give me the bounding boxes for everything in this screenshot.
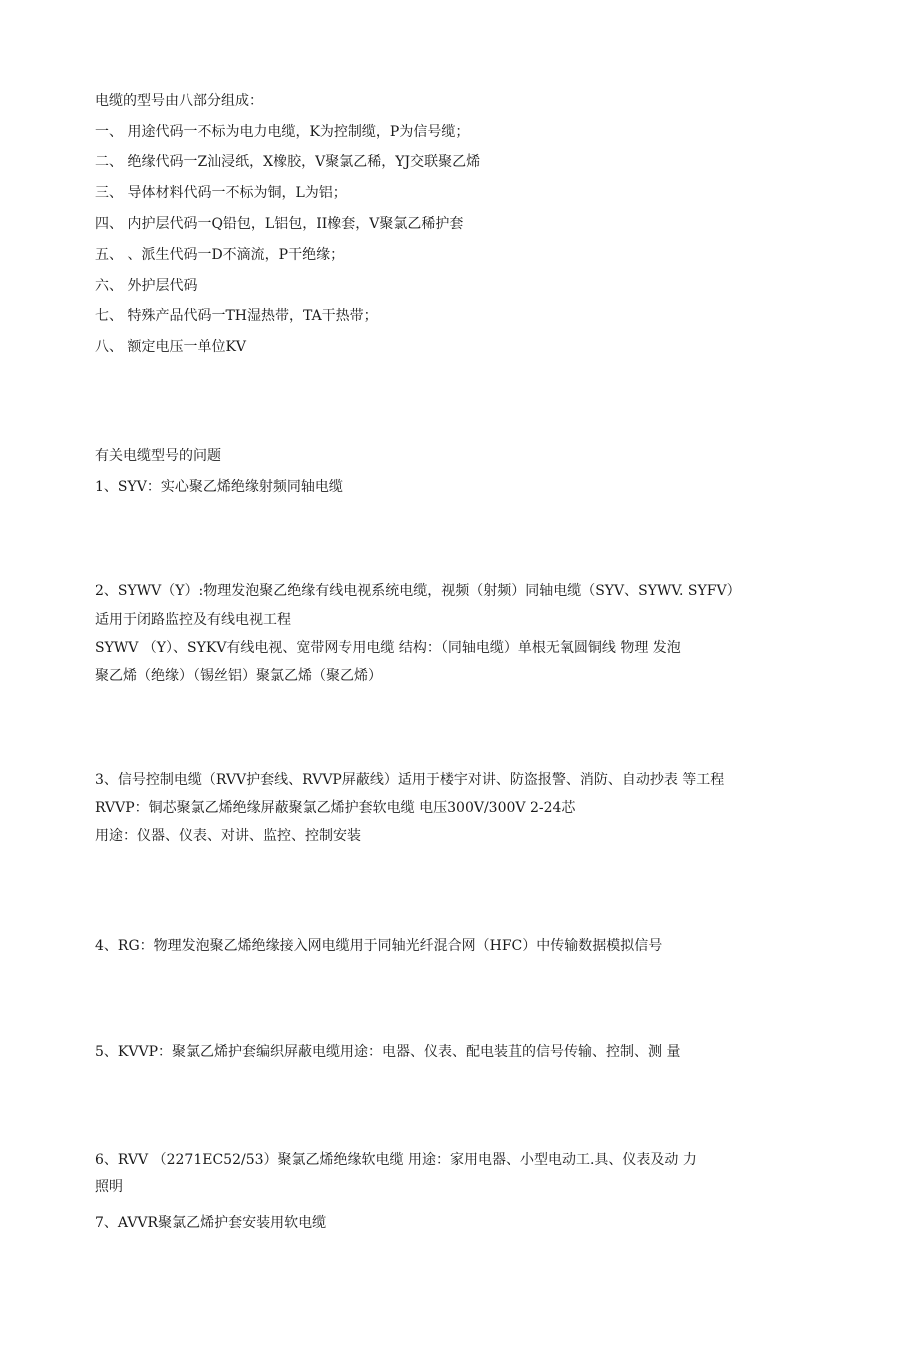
question-2-line-1: 2、SYWV（Y）:物理发泡聚乙绝缘有线电视系统电缆，视频（射频）同轴电缆（SYV、SYWV. SYFV） — [95, 583, 741, 599]
section1-item-2: 二、 绝缘代码一Z汕浸纸，X橡胶，V聚氯乙稀，YJ交联聚乙烯 — [95, 154, 481, 170]
question-5: 5、KVVP：聚氯乙烯护套编织屏蔽电缆用途：电器、仪表、配电装苴的信号传输、控制、测 量 — [95, 1044, 681, 1060]
section1-item-5: 五、 、派生代码一D不滴流，P干绝缘； — [95, 247, 345, 263]
question-4: 4、RG：物理发泡聚乙烯绝缘接入网电缆用于同轴光纤混合网（HFC）中传输数据模拟信号 — [95, 938, 663, 954]
section1-item-8: 八、 额定电压一单位KV — [95, 339, 247, 355]
question-2-line-4: 聚乙烯（绝缘）（锡丝铝）聚氯乙烯（聚乙烯） — [95, 668, 382, 684]
section1-item-7: 七、 特殊产品代码一TH湿热带，TA干热带； — [95, 308, 378, 324]
question-2-line-2: 适用于闭路监控及有线电视工程 — [95, 612, 291, 628]
question-3-line-2: RVVP：铜芯聚氯乙烯绝缘屏蔽聚氯乙烯护套软电缆 电压300V/300V 2-24芯 — [95, 800, 576, 816]
question-7: 7、AVVR聚氯乙烯护套安装用软电缆 — [95, 1215, 327, 1231]
question-2-line-3: SYWV （Y）、SYKV有线电视、宽带网专用电缆 结构：（同轴电缆）单根无氧圆铜线 物理 发泡 — [95, 640, 681, 656]
question-1: 1、SYV：实心聚乙烯绝缘射频同轴电缆 — [95, 479, 343, 495]
question-3-line-3: 用途：仪器、仪表、对讲、监控、控制安装 — [95, 828, 361, 844]
section1-item-6: 六、 外护层代码 — [95, 278, 198, 294]
section1-item-1: 一、 用途代码一不标为电力电缆，K为控制缆，P为信号缆； — [95, 124, 470, 140]
section1-item-3: 三、 导体材料代码一不标为铜，L为铝； — [95, 185, 347, 201]
question-6-line-2: 照明 — [95, 1179, 123, 1195]
section1-item-4: 四、 内护层代码一Q铅包，L铝包，II橡套，V聚氯乙稀护套 — [95, 216, 464, 232]
question-6-line-1: 6、RVV （2271EC52/53）聚氯乙烯绝缘软电缆 用途：家用电器、小型电动工.具、仪表及动 力 — [95, 1152, 697, 1168]
section2-title: 有关电缆型号的问题 — [95, 448, 221, 464]
question-3-line-1: 3、信号控制电缆（RVV护套线、RVVP屏蔽线）适用于楼宇对讲、防盗报警、消防、自动抄表 等工程 — [95, 772, 725, 788]
section1-intro: 电缆的型号由八部分组成： — [95, 93, 263, 109]
